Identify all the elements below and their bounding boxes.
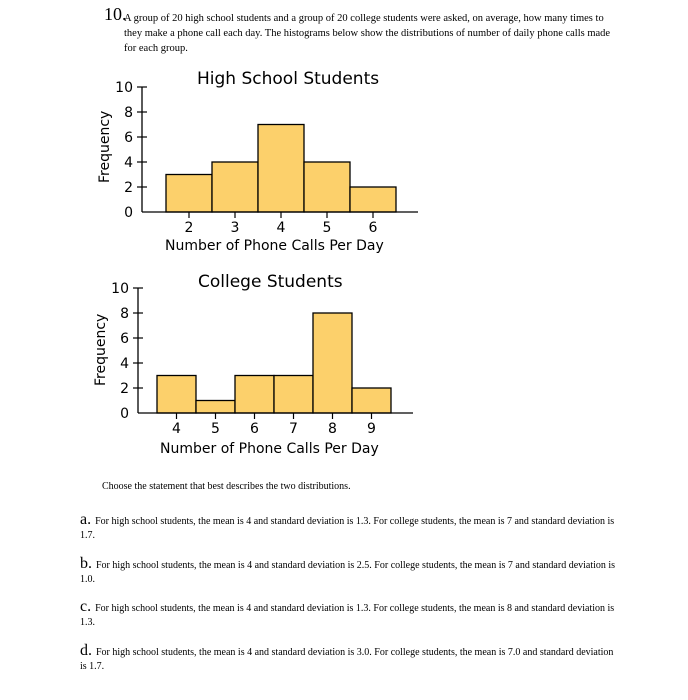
option-d[interactable] (80, 644, 620, 674)
chart2-xlabel: Number of Phone Calls Per Day (160, 441, 379, 457)
chart1-xtick-label-3: 3 (230, 220, 240, 236)
chart2-bar-4 (157, 376, 196, 414)
chart1-xlabel: Number of Phone Calls Per Day (165, 238, 384, 254)
option-a-letter: a. (80, 511, 92, 528)
question-number: 10. (104, 4, 127, 24)
option-a-text: For high school students, the mean is 4 and standard deviation is 1.3. For college students, the mean is 7 and standard deviation is 1.7. (80, 516, 615, 541)
chart2-ytick-label-10: 10 (111, 281, 129, 297)
chart1-xtick-label-2: 2 (184, 220, 194, 236)
chart1-ytick-label-2: 2 (124, 180, 133, 196)
chart2-bar-9 (352, 388, 391, 413)
chart2-bar-7 (274, 376, 313, 414)
option-b-letter: b. (80, 555, 92, 572)
chart1-title: High School Students (197, 69, 380, 89)
chart2-xtick-label-6: 6 (250, 421, 259, 437)
option-c-text: For high school students, the mean is 4 and standard deviation is 1.3. For college students, the mean is 8 and standard deviation is 1.3. (80, 603, 615, 628)
option-a[interactable] (80, 513, 620, 543)
option-d-text: For high school students, the mean is 4 and standard deviation is 3.0. For college students, the mean is 7.0 and standard deviation is 1.7. (80, 647, 614, 672)
chart1-ytick-label-8: 8 (124, 105, 133, 121)
chart2-xtick-label-7: 7 (289, 421, 298, 437)
option-c-letter: c. (80, 598, 92, 615)
chart2-xtick-label-9: 9 (367, 421, 376, 437)
chart2-ylabel: Frequency (93, 313, 109, 386)
chart1-ytick-label-10: 10 (115, 80, 133, 96)
chart2-bar-8 (313, 313, 352, 413)
chart2-xtick-label-8: 8 (328, 421, 337, 437)
question-text: A group of 20 high school students and a group of 20 college students were asked, on average, how many times to they make a phone call each day. The histograms below show the distributions of number of daily phone calls made for each group. (124, 13, 611, 54)
chart1-xtick-label-5: 5 (322, 220, 332, 236)
chart2-xtick-label-4: 4 (172, 421, 181, 437)
chart2-ytick-label-6: 6 (120, 331, 129, 347)
chart2-bar-6 (235, 376, 274, 414)
chart1-xtick-label-4: 4 (276, 220, 286, 236)
option-b-text: For high school students, the mean is 4 and standard deviation is 2.5. For college students, the mean is 7 and standard deviation is 1.0. (80, 560, 616, 585)
chart2-ytick-label-4: 4 (120, 356, 129, 372)
chart1-ytick-label-0: 0 (124, 205, 133, 221)
chart2-bar-5 (196, 401, 235, 414)
option-d-letter: d. (80, 642, 92, 659)
prompt-text: Choose the statement that best describes the two distributions. (102, 481, 351, 492)
chart2-ytick-label-0: 0 (120, 406, 129, 422)
chart1-ytick-label-4: 4 (124, 155, 133, 171)
chart2-title: College Students (198, 272, 343, 292)
chart2-ytick-label-2: 2 (120, 381, 129, 397)
option-b[interactable] (80, 557, 620, 587)
chart1-ytick-label-6: 6 (124, 130, 133, 146)
chart1-xtick-label-6: 6 (368, 220, 378, 236)
chart2-xtick-label-5: 5 (211, 421, 220, 437)
chart2-ytick-label-8: 8 (120, 306, 129, 322)
chart1-ylabel: Frequency (97, 110, 113, 183)
option-c[interactable] (80, 600, 620, 630)
